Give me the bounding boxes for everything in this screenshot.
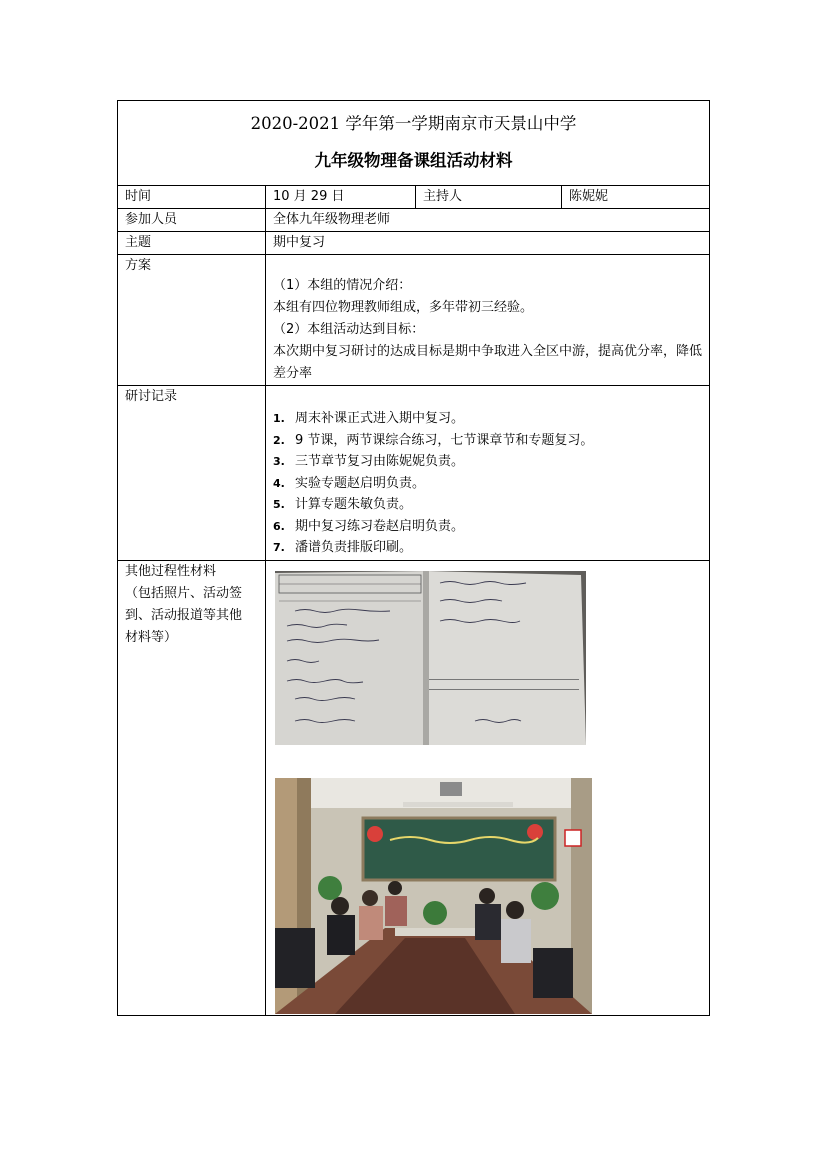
list-item: 5. 计算专题朱敏负责。 <box>273 497 413 512</box>
topic-value: 期中复习 <box>266 232 710 255</box>
notebook-image <box>275 571 586 745</box>
meeting-photo <box>275 778 592 1014</box>
title-line-1: 2020-2021 学年第一学期南京市天景山中学 <box>250 114 577 133</box>
participants-value: 全体九年级物理老师 <box>266 209 710 232</box>
plan-line-3: （2）本组活动达到目标： <box>273 322 425 337</box>
list-item: 2. 9 节课，两节课综合练习，七节课章节和专题复习。 <box>273 432 594 448</box>
records-list <box>273 386 709 559</box>
plan-line-4: 本次期中复习研讨的达成目标是期中争取进入全区中游，提高优分率，降低差分率 <box>273 344 703 381</box>
records-content <box>266 386 710 561</box>
time-value: 10 月 29 日 <box>266 186 416 209</box>
activity-form <box>117 100 709 1016</box>
plan-line-2: 本组有四位物理教师组成，多年带初三经验。 <box>273 300 534 315</box>
records-label: 研讨记录 <box>118 386 266 561</box>
notebook-photo <box>275 571 586 745</box>
plan-content <box>266 255 710 386</box>
meeting-image <box>275 778 592 1014</box>
title-line-2: 九年级物理备课组活动材料 <box>314 151 513 170</box>
form-table <box>117 100 710 1016</box>
list-item: 3. 三节章节复习由陈妮妮负责。 <box>273 454 465 469</box>
plan-line-1: （1）本组的情况介绍： <box>273 278 412 293</box>
list-item: 7. 潘谱负责排版印刷。 <box>273 540 413 555</box>
list-item: 1. 周末补课正式进入期中复习。 <box>273 411 465 426</box>
list-item: 4. 实验专题赵启明负责。 <box>273 475 426 491</box>
other-materials-content <box>266 561 710 1016</box>
plan-label: 方案 <box>118 255 266 386</box>
title-cell <box>118 101 710 186</box>
topic-label: 主题 <box>118 232 266 255</box>
host-label: 主持人 <box>416 186 562 209</box>
host-value: 陈妮妮 <box>562 186 710 209</box>
other-materials-label: 其他过程性材料 （包括照片、活动签 到、活动报道等其他 材料等） <box>118 561 266 1016</box>
time-label: 时间 <box>118 186 266 209</box>
participants-label: 参加人员 <box>118 209 266 232</box>
list-item: 6. 期中复习练习卷赵启明负责。 <box>273 518 465 534</box>
